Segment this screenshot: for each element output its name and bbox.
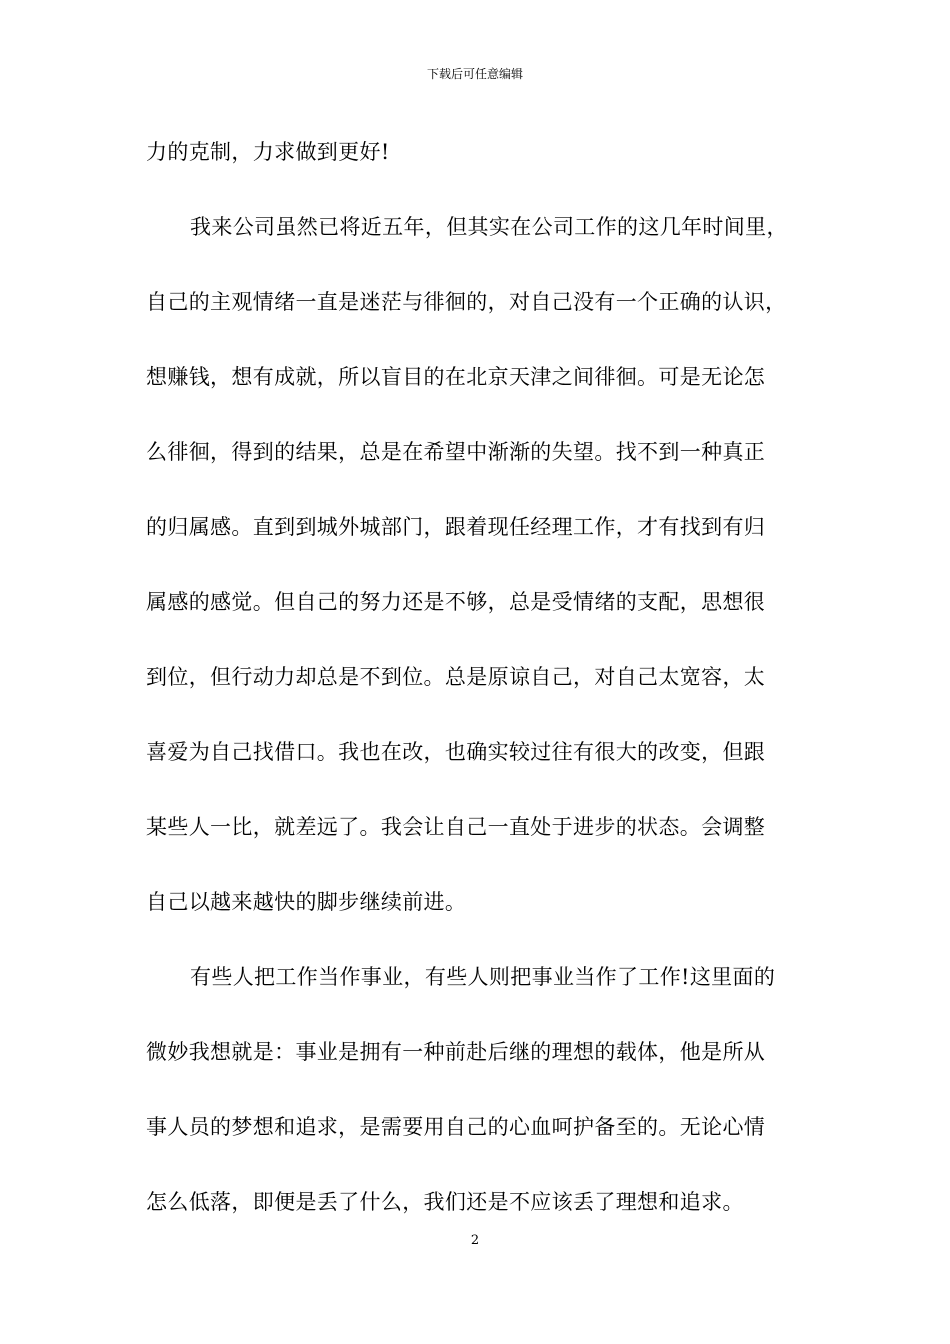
body-line-14: 事人员的梦想和追求，是需要用自己的心血呵护备至的。无论心情: [146, 1115, 766, 1139]
body-line-6: 的归属感。直到到城外城部门，跟着现任经理工作，才有找到有归: [146, 515, 766, 539]
body-line-15: 怎么低落，即便是丢了什么，我们还是不应该丢了理想和追求。: [146, 1190, 744, 1214]
body-line-12: 有些人把工作当作事业，有些人则把事业当作了工作!这里面的: [190, 965, 776, 989]
body-line-4: 想赚钱，想有成就，所以盲目的在北京天津之间徘徊。可是无论怎: [146, 365, 766, 389]
body-line-8: 到位，但行动力却总是不到位。总是原谅自己，对自己太宽容，太: [146, 665, 766, 689]
body-line-13: 微妙我想就是：事业是拥有一种前赴后继的理想的载体，他是所从: [146, 1040, 766, 1064]
body-line-9: 喜爱为自己找借口。我也在改，也确实较过往有很大的改变，但跟: [146, 740, 766, 764]
body-line-10: 某些人一比，就差远了。我会让自己一直处于进步的状态。会调整: [146, 815, 766, 839]
body-line-7: 属感的感觉。但自己的努力还是不够，总是受情绪的支配，思想很: [146, 590, 766, 614]
body-line-2: 我来公司虽然已将近五年，但其实在公司工作的这几年时间里，: [190, 215, 788, 239]
body-line-11: 自己以越来越快的脚步继续前进。: [146, 890, 467, 914]
page-header: 下载后可任意编辑: [426, 67, 523, 81]
body-line-5: 么徘徊，得到的结果，总是在希望中渐渐的失望。找不到一种真正: [146, 440, 766, 464]
body-line-3: 自己的主观情绪一直是迷茫与徘徊的，对自己没有一个正确的认识，: [146, 290, 787, 314]
body-line-1: 力的克制，力求做到更好!: [146, 140, 390, 164]
document-body: [146, 127, 806, 1252]
page-number: 2: [470, 1233, 480, 1248]
